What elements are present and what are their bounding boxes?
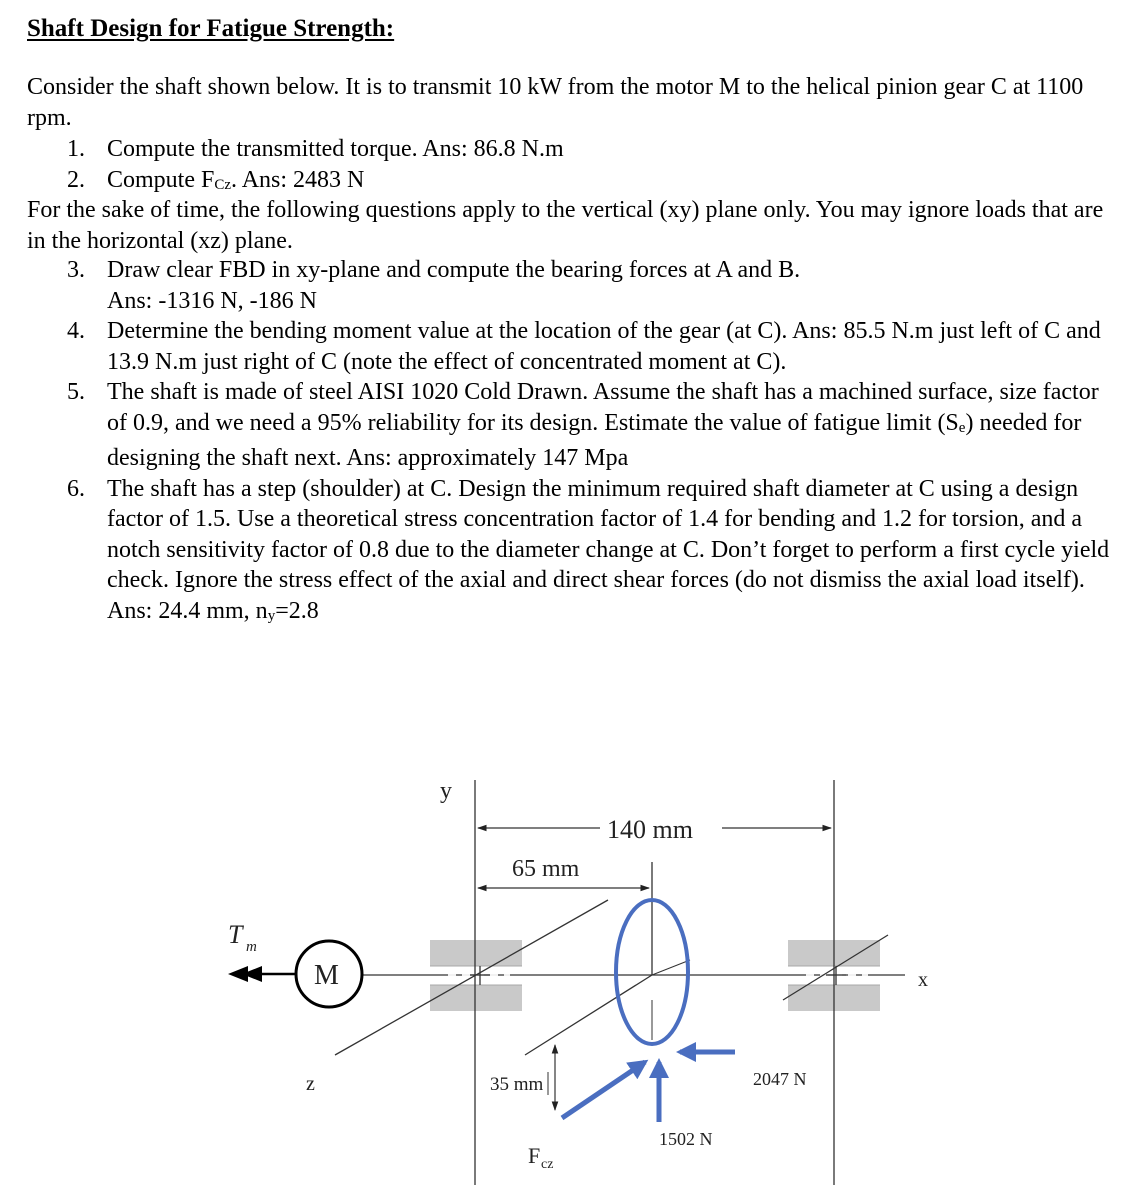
subscript: y [267,607,276,624]
torque-subscript: m [246,939,257,955]
intro-paragraph: Consider the shaft shown below. It is to transmit 10 kW from the motor M to the helical pinion gear C at 1100 rpm. [27,74,1084,131]
question-number: 1. [67,136,85,162]
page-title: Shaft Design for Fatigue Strength: [27,15,395,42]
question-text: Determine the bending moment value at the location of the gear (at C). Ans: 85.5 N.m just left of C and 13.9 N.m just right of C (note the effect of concentrated moment at C). [107,318,1101,375]
question-number: 3. [67,257,85,283]
question-text-post: ) needed for designing the shaft next. Ans: approximately 147 Mpa [107,409,1082,471]
question-number: 4. [67,318,85,344]
x-axis-label: x [918,969,928,991]
question-number: 2. [67,166,85,193]
gear-radial-line [652,960,690,975]
dim-140-label: 140 mm [607,815,693,844]
question-text: Compute the transmitted torque. Ans: 86.8 N.m [107,136,564,162]
question-answer: Ans: -1316 N, -186 N [107,287,317,314]
subscript: Cz [214,176,232,193]
force-2047-label: 2047 N [753,1069,807,1089]
fcz-label: F [528,1143,541,1168]
dim-65-label: 65 mm [512,856,580,882]
z-axis-label: z [306,1073,315,1095]
question-text-post: =2.8 [275,597,319,624]
torque-label: T [228,920,243,949]
force-1502-label: 1502 N [659,1129,713,1149]
dim-35-label: 35 mm [490,1074,544,1095]
question-number: 6. [67,475,85,502]
force-axial-arrow [562,1062,645,1118]
question-text-pre: Compute F [107,166,215,193]
y-axis-label: y [440,778,452,804]
fcz-subscript: cz [541,1157,554,1172]
subscript: e [958,419,966,436]
motor-label: M [314,960,339,991]
question-text: Draw clear FBD in xy-plane and compute the bearing forces at A and B. [107,257,801,283]
question-text-pre: The shaft has a step (shoulder) at C. Design the minimum required shaft diameter at C using a design factor of 1.5. Use a theoretical stress concentration factor of 1.4 for bending and 1.2 for torsion, and a notch sensitivity factor of 0.8 due to the diameter change at C. Don’t forget to perform a first cycle yield check. Ignore the stress effect of the axial and direct shear forces (do not dismiss the axial load itself). Ans: 24.4 mm, n [107,475,1110,624]
z-line-a [335,900,608,1055]
middle-paragraph: For the sake of time, the following questions apply to the vertical (xy) plane only. You may ignore loads that are in the horizontal (xz) plane. [27,197,1104,254]
question-text-pre: The shaft is made of steel AISI 1020 Cold Drawn. Assume the shaft has a machined surface, size factor of 0.9, and we need a 95% reliability for its design. Estimate the value of fatigue limit (S [107,379,1099,436]
question-text-post: . Ans: 2483 N [231,166,365,193]
z-line-gear [525,975,652,1055]
question-number: 5. [67,379,85,405]
